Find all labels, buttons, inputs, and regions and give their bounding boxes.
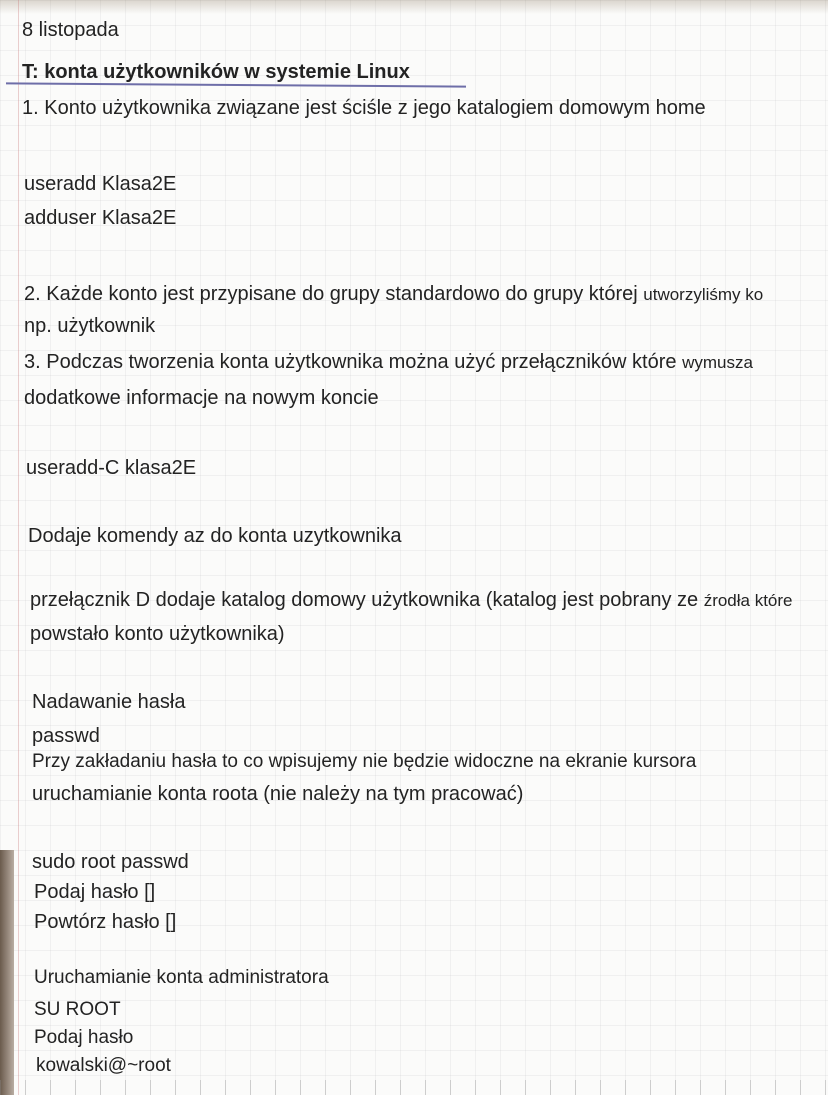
command-useradd bbox=[24, 172, 176, 196]
prompt-repeat-password bbox=[34, 910, 176, 934]
root-note bbox=[32, 782, 523, 806]
item-1 bbox=[22, 96, 706, 120]
margin-line bbox=[18, 0, 19, 1095]
command-su bbox=[34, 998, 121, 1022]
command-su-text: SU ROOT bbox=[34, 999, 121, 1020]
switch-d-continuation bbox=[30, 622, 285, 646]
password-heading bbox=[32, 690, 185, 714]
comments-note bbox=[28, 524, 402, 548]
topic-title: T: konta użytkowników w systemie Linux bbox=[22, 61, 410, 83]
root-note-text: uruchamianie konta roota (nie należy na tym pracować) bbox=[32, 783, 524, 805]
item-3-text: 3. Podczas tworzenia konta użytkownika można użyć przełączników które bbox=[24, 351, 677, 373]
switch-d-tail: źrodła które bbox=[703, 591, 793, 610]
password-heading-text: Nadawanie hasła bbox=[32, 691, 186, 713]
item-3 bbox=[24, 350, 753, 375]
comments-note-text: Dodaje komendy az do konta uzytkownika bbox=[28, 525, 402, 547]
command-useradd-c bbox=[26, 456, 196, 480]
item-2-continuation-text: np. użytkownik bbox=[24, 315, 156, 337]
item-3-continuation-text: dodatkowe informacje na nowym koncie bbox=[24, 387, 379, 409]
page-top-shadow bbox=[0, 0, 828, 14]
password-note-text: Przy zakładaniu hasła to co wpisujemy nie będzie widoczne na ekranie kursora bbox=[32, 751, 697, 772]
item-3-tail: wymusza bbox=[682, 353, 753, 372]
command-useradd-text: useradd Klasa2E bbox=[24, 173, 177, 195]
admin-heading-text: Uruchamianie konta administratora bbox=[34, 967, 329, 988]
shell-prompt-text: kowalski@~root bbox=[36, 1055, 171, 1076]
switch-d bbox=[30, 588, 793, 613]
command-passwd bbox=[32, 724, 100, 748]
command-passwd-text: passwd bbox=[32, 725, 100, 747]
prompt-enter-password-text: Podaj hasło [] bbox=[34, 881, 156, 903]
item-2-text: 2. Każde konto jest przypisane do grupy standardowo do grupy której bbox=[24, 283, 638, 305]
item-1-tail: home bbox=[655, 97, 706, 119]
switch-d-continuation-text: powstało konto użytkownika) bbox=[30, 623, 285, 645]
command-adduser-text: adduser Klasa2E bbox=[24, 207, 177, 229]
command-useradd-c-text: useradd-C klasa2E bbox=[26, 457, 197, 479]
item-2 bbox=[24, 282, 763, 307]
password-note bbox=[32, 750, 696, 774]
prompt-password bbox=[34, 1026, 133, 1050]
item-2-continuation bbox=[24, 314, 155, 338]
item-3-continuation bbox=[24, 386, 379, 410]
shell-prompt bbox=[36, 1054, 171, 1078]
item-1-text: 1. Konto użytkownika związane jest ściśle z jego katalogiem domowym bbox=[22, 97, 651, 119]
switch-d-text: przełącznik D dodaje katalog domowy użytkownika (katalog jest pobrany ze bbox=[30, 589, 699, 611]
prompt-enter-password bbox=[34, 880, 155, 904]
prompt-password-text: Podaj hasło bbox=[34, 1027, 134, 1048]
item-2-tail: utworzyliśmy ko bbox=[643, 285, 764, 304]
prompt-repeat-password-text: Powtórz hasło [] bbox=[34, 911, 177, 933]
date-line bbox=[22, 18, 119, 42]
command-sudo bbox=[32, 850, 189, 874]
command-adduser bbox=[24, 206, 176, 230]
admin-heading bbox=[34, 966, 329, 990]
command-sudo-text: sudo root passwd bbox=[32, 851, 189, 873]
binding-shadow bbox=[0, 850, 14, 1095]
date: 8 listopada bbox=[22, 19, 119, 41]
page-bottom-ticks bbox=[0, 1080, 828, 1095]
topic-line bbox=[22, 60, 410, 84]
